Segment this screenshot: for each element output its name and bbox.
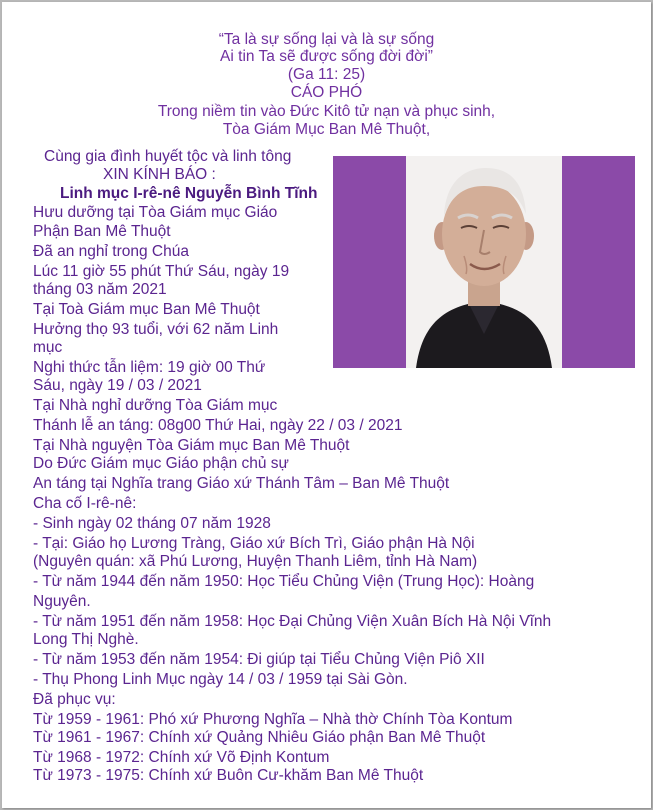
body-line: Từ 1973 - 1975: Chính xứ Buôn Cư-khăm Ban Mê Thuột [33, 767, 424, 784]
body-line: Nghi thức tẫn liệm: 19 giờ 00 Thứ [33, 359, 266, 376]
quote-line-1: “Ta là sự sống lại và là sự sống [218, 31, 435, 48]
body-line: Sáu, ngày 19 / 03 / 2021 [33, 377, 202, 394]
body-line: Do Đức Giám mục Giáo phận chủ sự [33, 455, 289, 472]
body-line: Từ 1961 - 1967: Chính xứ Quảng Nhiêu Giáo phận Ban Mê Thuột [33, 729, 486, 746]
body-line: Cha cố I-rê-nê: [33, 495, 137, 512]
body-line: - Từ năm 1944 đến năm 1950: Học Tiểu Chủng Viện (Trung Học): Hoàng [33, 573, 535, 590]
priest-portrait [406, 156, 562, 368]
body-line: (Nguyên quán: xã Phú Lương, Huyện Thanh Liêm, tỉnh Hà Nam) [33, 553, 478, 570]
document-page [2, 2, 651, 808]
body-line: Đã phục vụ: [33, 691, 116, 708]
body-line: An táng tại Nghĩa trang Giáo xứ Thánh Tâm – Ban Mê Thuột [33, 475, 450, 492]
body-line: Tại Nhà nghỉ dưỡng Tòa Giám mục [33, 397, 278, 414]
family-line: Cùng gia đình huyết tộc và linh tông [44, 148, 292, 165]
faith-line: Trong niềm tin vào Đức Kitô tử nạn và phục sinh, [157, 103, 496, 120]
body-line: Tại Toà Giám mục Ban Mê Thuột [33, 301, 260, 318]
body-line: - Tại: Giáo họ Lương Tràng, Giáo xứ Bích Trì, Giáo phận Hà Nội [33, 535, 475, 552]
body-line: Đã an nghỉ trong Chúa [33, 243, 189, 260]
body-line: Từ 1968 - 1972: Chính xứ Võ Định Kontum [33, 749, 330, 766]
body-line: Nguyên. [33, 593, 91, 610]
body-line: - Từ năm 1951 đến năm 1958: Học Đại Chủng Viện Xuân Bích Hà Nội Vĩnh [33, 613, 552, 630]
body-line: Lúc 11 giờ 55 phút Thứ Sáu, ngày 19 [33, 263, 290, 280]
announce-line: XIN KÍNH BÁO : [103, 166, 216, 183]
portrait-illustration [406, 156, 562, 368]
diocese-line: Tòa Giám Mục Ban Mê Thuột, [222, 121, 431, 138]
body-line: mục [33, 339, 63, 356]
body-line: Tại Nhà nguyện Tòa Giám mục Ban Mê Thuột [33, 437, 350, 454]
priest-name: Linh mục I-rê-nê Nguyễn Bình Tĩnh [60, 185, 318, 202]
body-line: Thánh lễ an táng: 08g00 Thứ Hai, ngày 22 / 03 / 2021 [33, 417, 403, 434]
photo-frame [333, 156, 635, 368]
body-line: Hưởng thọ 93 tuổi, với 62 năm Linh [33, 321, 279, 338]
body-line: Phận Ban Mê Thuột [33, 223, 171, 240]
body-line: Long Thị Nghè. [33, 631, 139, 648]
obituary-title: CÁO PHÓ [290, 84, 363, 101]
body-line: - Từ năm 1953 đến năm 1954: Đi giúp tại Tiểu Chủng Viện Piô XII [33, 651, 485, 668]
body-line: Hưu dưỡng tại Tòa Giám mục Giáo [33, 204, 278, 221]
body-line: Từ 1959 - 1961: Phó xứ Phương Nghĩa – Nhà thờ Chính Tòa Kontum [33, 711, 513, 728]
body-line: tháng 03 năm 2021 [33, 281, 167, 298]
body-line: - Sinh ngày 02 tháng 07 năm 1928 [33, 515, 271, 532]
body-line: - Thụ Phong Linh Mục ngày 14 / 03 / 1959 tại Sài Gòn. [33, 671, 408, 688]
quote-line-2: Ai tin Ta sẽ được sống đời đời” [220, 48, 433, 65]
quote-reference: (Ga 11: 25) [287, 66, 366, 83]
